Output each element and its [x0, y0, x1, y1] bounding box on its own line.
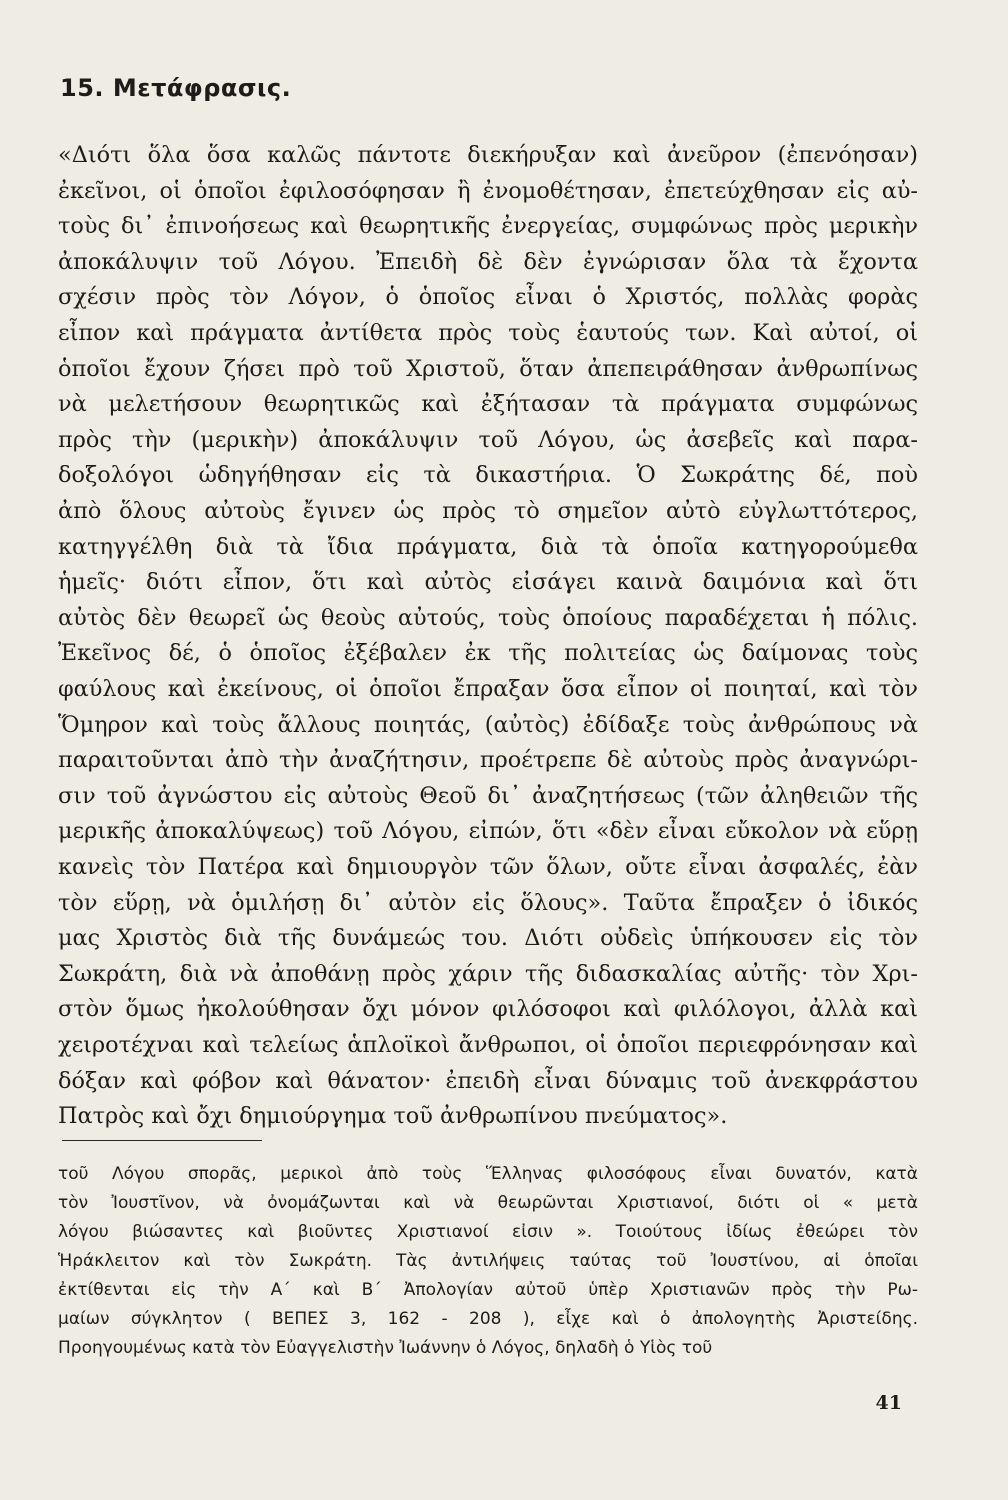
- footnote-line: τοῦ Λόγου σπορᾶς, μερικοὶ ἀπὸ τοὺς Ἕλληνας φιλοσόφους εἶναι δυνατόν, κατὰ: [58, 1164, 918, 1184]
- text-line: τοὺς δι᾽ ἐπινοήσεως καὶ θεωρητικῆς ἐνεργείας, συμφώνως πρὸς μερικὴν: [58, 213, 918, 240]
- text-line: ὁποῖοι ἔχουν ζήσει πρὸ τοῦ Χριστοῦ, ὅταν ἀπεπειράθησαν ἀνθρωπίνως: [58, 355, 918, 382]
- text-line: κανεὶς τὸν Πατέρα καὶ δημιουργὸν τῶν ὅλων, οὔτε εἶναι ἀσφαλές, ἐὰν: [58, 854, 918, 880]
- text-line: Σωκράτη, διὰ νὰ ἀποθάνῃ πρὸς χάριν τῆς διδασκαλίας αὐτῆς· τὸν Χρι-: [58, 960, 918, 987]
- text-line: πρὸς τὴν (μερικὴν) ἀποκάλυψιν τοῦ Λόγου, ὡς ἀσεβεῖς καὶ παρα-: [58, 426, 918, 453]
- footnote-line: λόγου βιώσαντες καὶ βιοῦντες Χριστιανοί εἰσιν ». Τοιούτους ἰδίως ἐθεώρει τὸν: [58, 1222, 918, 1242]
- footnote-line: Ἡράκλειτον καὶ τὸν Σωκράτη. Τὰς ἀντιλήψεις ταύτας τοῦ Ἰουστίνου, αἱ ὁποῖαι: [58, 1251, 918, 1271]
- text-line: ἀποκάλυψιν τοῦ Λόγου. Ἐπειδὴ δὲ δὲν ἐγνώρισαν ὅλα τὰ ἔχοντα: [58, 248, 918, 275]
- text-line: χειροτέχναι καὶ τελείως ἁπλοϊκοὶ ἄνθρωποι, οἱ ὁποῖοι περιεφρόνησαν καὶ: [58, 1032, 918, 1058]
- text-line: τὸν εὕρῃ, νὰ ὁμιλήσῃ δι᾽ αὐτὸν εἰς ὅλους». Ταῦτα ἔπραξεν ὁ ἰδικός: [58, 889, 918, 916]
- text-line: μας Χριστὸς διὰ τῆς δυνάμεώς του. Διότι οὐδεὶς ὑπήκουσεν εἰς τὸν: [58, 925, 918, 952]
- text-line: δόξαν καὶ φόβον καὶ θάνατον· ἐπειδὴ εἶναι δύναμις τοῦ ἀνεκφράστου: [58, 1067, 918, 1094]
- footnote-divider: [62, 1140, 262, 1141]
- section-heading: 15. Μετάφρασις.: [60, 74, 292, 102]
- text-line: κατηγγέλθη διὰ τὰ ἴδια πράγματα, διὰ τὰ ὁποῖα κατηγορούμεθα: [58, 533, 918, 560]
- text-line: ἀπὸ ὅλους αὐτοὺς ἔγινεν ὡς πρὸς τὸ σημεῖον αὐτὸ εὐγλωττότερος,: [58, 498, 918, 524]
- text-line: σχέσιν πρὸς τὸν Λόγον, ὁ ὁποῖος εἶναι ὁ Χριστός, πολλὰς φορὰς: [58, 284, 918, 311]
- text-line: μερικῆς ἀποκαλύψεως) τοῦ Λόγου, εἰπών, ὅτι «δὲν εἶναι εὔκολον νὰ εὕρῃ: [58, 818, 918, 845]
- footnote-line: τὸν Ἰουστῖνον, νὰ ὀνομάζωνται καὶ νὰ θεωρῶνται Χριστιανοί, διότι οἱ « μετὰ: [58, 1193, 918, 1213]
- text-line: παραιτοῦνται ἀπὸ τὴν ἀναζήτησιν, προέτρεπε δὲ αὐτοὺς πρὸς ἀναγνώρι-: [58, 747, 918, 774]
- footnote-line: Προηγουμένως κατὰ τὸν Εὐαγγελιστὴν Ἰωάννην ὁ Λόγος, δηλαδὴ ὁ Υἱὸς τοῦ: [58, 1338, 713, 1358]
- text-line: σιν τοῦ ἀγνώστου εἰς αὐτοὺς Θεοῦ δι᾽ ἀναζητήσεως (τῶν ἀληθειῶν τῆς: [58, 782, 918, 809]
- text-line: δοξολόγοι ὡδηγήθησαν εἰς τὰ δικαστήρια. Ὁ Σωκράτης δέ, ποὺ: [58, 462, 918, 489]
- text-line: Πατρὸς καὶ ὄχι δημιούργημα τοῦ ἀνθρωπίνου πνεύματος».: [58, 1103, 728, 1130]
- text-line: Ἐκεῖνος δέ, ὁ ὁποῖος ἐξέβαλεν ἐκ τῆς πολιτείας ὡς δαίμονας τοὺς: [58, 640, 918, 667]
- text-line: Ὅμηρον καὶ τοὺς ἄλλους ποιητάς, (αὐτὸς) ἐδίδαξε τοὺς ἀνθρώπους νὰ: [58, 711, 918, 738]
- footnote-line: ἐκτίθενται εἰς τὴν Α΄ καὶ Β΄ Ἀπολογίαν αὐτοῦ ὑπὲρ Χριστιανῶν πρὸς τὴν Ρω-: [58, 1280, 918, 1300]
- page-number: 41: [875, 1392, 902, 1414]
- text-line: εἶπον καὶ πράγματα ἀντίθετα πρὸς τοὺς ἑαυτούς των. Καὶ αὐτοί, οἱ: [58, 320, 918, 346]
- text-line: ἐκεῖνοι, οἱ ὁποῖοι ἐφιλοσόφησαν ἢ ἐνομοθέτησαν, ἐπετεύχθησαν εἰς αὐ-: [58, 177, 918, 204]
- text-line: φαύλους καὶ ἐκείνους, οἱ ὁποῖοι ἔπραξαν ὅσα εἶπον οἱ ποιηταί, καὶ τὸν: [58, 676, 918, 702]
- text-line: νὰ μελετήσουν θεωρητικῶς καὶ ἐξήτασαν τὰ πράγματα συμφώνως: [58, 391, 918, 418]
- text-line: στὸν ὅμως ἠκολούθησαν ὄχι μόνον φιλόσοφοι καὶ φιλόλογοι, ἀλλὰ καὶ: [58, 996, 918, 1023]
- text-line: «Διότι ὅλα ὅσα καλῶς πάντοτε διεκήρυξαν καὶ ἀνεῦρον (ἐπενόησαν): [58, 142, 918, 168]
- footnote-line: μαίων σύγκλητον ( ΒΕΠΕΣ 3, 162 - 208 ), εἶχε καὶ ὁ ἀπολογητὴς Ἀριστείδης.: [58, 1309, 918, 1329]
- text-line: αὐτὸς δὲν θεωρεῖ ὡς θεοὺς αὐτούς, τοὺς ὁποίους παραδέχεται ἡ πόλις.: [58, 604, 918, 631]
- text-line: ἡμεῖς· διότι εἶπον, ὅτι καὶ αὐτὸς εἰσάγει καινὰ δαιμόνια καὶ ὅτι: [58, 569, 918, 596]
